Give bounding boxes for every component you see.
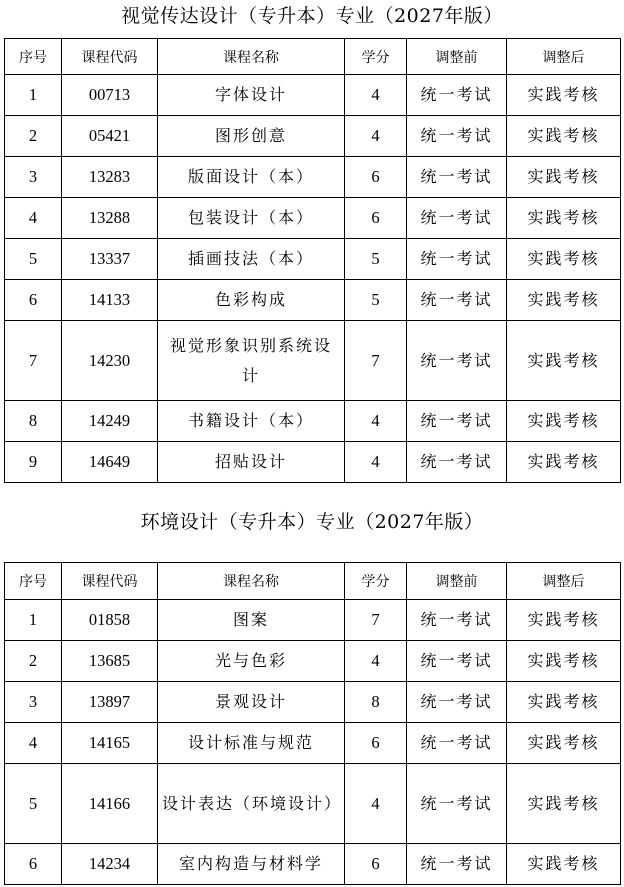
cell-after-adjustment: 实践考核 xyxy=(507,682,621,723)
header-after-adjustment: 调整后 xyxy=(507,563,621,600)
cell-after-adjustment: 实践考核 xyxy=(507,198,621,239)
header-course-code: 课程代码 xyxy=(62,563,158,600)
table2-title: 环境设计（专升本）专业（2027年版） xyxy=(140,511,484,533)
cell-course-code: 14230 xyxy=(62,321,158,401)
table-row xyxy=(5,321,621,401)
cell-credits: 7 xyxy=(345,321,407,401)
table-row xyxy=(5,682,621,723)
cell-seq: 8 xyxy=(5,401,62,442)
cell-course-code: 05421 xyxy=(62,116,158,157)
cell-seq: 7 xyxy=(5,321,62,401)
cell-after-adjustment: 实践考核 xyxy=(507,239,621,280)
cell-after-adjustment: 实践考核 xyxy=(507,280,621,321)
cell-course-code: 14249 xyxy=(62,401,158,442)
cell-course-code: 14166 xyxy=(62,764,158,844)
cell-after-adjustment: 实践考核 xyxy=(507,321,621,401)
cell-before-adjustment: 统一考试 xyxy=(407,157,507,198)
table-row xyxy=(5,280,621,321)
cell-course-code: 13897 xyxy=(62,682,158,723)
course-table-visual-communication xyxy=(4,38,621,483)
cell-credits: 4 xyxy=(345,401,407,442)
header-credits: 学分 xyxy=(345,563,407,600)
table-row xyxy=(5,641,621,682)
cell-course-name: 招贴设计 xyxy=(158,442,345,483)
cell-before-adjustment: 统一考试 xyxy=(407,239,507,280)
cell-credits: 5 xyxy=(345,239,407,280)
cell-before-adjustment: 统一考试 xyxy=(407,600,507,641)
cell-after-adjustment: 实践考核 xyxy=(507,723,621,764)
table-header xyxy=(5,39,621,75)
cell-after-adjustment: 实践考核 xyxy=(507,401,621,442)
cell-seq: 1 xyxy=(5,75,62,116)
cell-credits: 7 xyxy=(345,600,407,641)
table-row xyxy=(5,401,621,442)
table-row xyxy=(5,764,621,844)
cell-after-adjustment: 实践考核 xyxy=(507,764,621,844)
cell-credits: 6 xyxy=(345,157,407,198)
cell-credits: 4 xyxy=(345,641,407,682)
table-header xyxy=(5,563,621,600)
cell-course-code: 14133 xyxy=(62,280,158,321)
header-course-code: 课程代码 xyxy=(62,39,158,75)
table-body xyxy=(5,600,621,885)
cell-course-name: 光与色彩 xyxy=(158,641,345,682)
cell-after-adjustment: 实践考核 xyxy=(507,641,621,682)
table-row xyxy=(5,157,621,198)
header-seq: 序号 xyxy=(5,39,62,75)
header-course-name: 课程名称 xyxy=(158,563,345,600)
header-course-name: 课程名称 xyxy=(158,39,345,75)
table-row xyxy=(5,600,621,641)
cell-before-adjustment: 统一考试 xyxy=(407,844,507,885)
table-row xyxy=(5,442,621,483)
cell-seq: 1 xyxy=(5,600,62,641)
cell-before-adjustment: 统一考试 xyxy=(407,723,507,764)
cell-before-adjustment: 统一考试 xyxy=(407,764,507,844)
cell-course-name: 景观设计 xyxy=(158,682,345,723)
cell-credits: 4 xyxy=(345,75,407,116)
header-before-adjustment: 调整前 xyxy=(407,39,507,75)
cell-course-name: 设计标准与规范 xyxy=(158,723,345,764)
cell-before-adjustment: 统一考试 xyxy=(407,401,507,442)
cell-seq: 5 xyxy=(5,764,62,844)
table-row xyxy=(5,198,621,239)
cell-seq: 9 xyxy=(5,442,62,483)
cell-after-adjustment: 实践考核 xyxy=(507,844,621,885)
cell-credits: 4 xyxy=(345,116,407,157)
cell-seq: 6 xyxy=(5,844,62,885)
cell-seq: 2 xyxy=(5,641,62,682)
cell-course-code: 13283 xyxy=(62,157,158,198)
cell-before-adjustment: 统一考试 xyxy=(407,280,507,321)
cell-before-adjustment: 统一考试 xyxy=(407,442,507,483)
cell-course-name: 色彩构成 xyxy=(158,280,345,321)
cell-before-adjustment: 统一考试 xyxy=(407,682,507,723)
cell-course-name: 包装设计（本） xyxy=(158,198,345,239)
cell-course-name: 视觉形象识别系统设计 xyxy=(158,321,345,401)
table-row xyxy=(5,844,621,885)
cell-credits: 4 xyxy=(345,442,407,483)
cell-credits: 4 xyxy=(345,764,407,844)
table-body xyxy=(5,75,621,483)
table-row xyxy=(5,723,621,764)
table-row xyxy=(5,239,621,280)
cell-course-code: 13685 xyxy=(62,641,158,682)
header-row xyxy=(5,39,621,75)
table-row xyxy=(5,75,621,116)
cell-credits: 5 xyxy=(345,280,407,321)
header-seq: 序号 xyxy=(5,563,62,600)
cell-course-code: 13288 xyxy=(62,198,158,239)
cell-seq: 4 xyxy=(5,723,62,764)
cell-course-name: 书籍设计（本） xyxy=(158,401,345,442)
cell-course-code: 00713 xyxy=(62,75,158,116)
course-table-environment-design xyxy=(4,562,621,885)
cell-credits: 6 xyxy=(345,844,407,885)
cell-before-adjustment: 统一考试 xyxy=(407,321,507,401)
header-credits: 学分 xyxy=(345,39,407,75)
cell-before-adjustment: 统一考试 xyxy=(407,641,507,682)
cell-course-name: 版面设计（本） xyxy=(158,157,345,198)
table1-title: 视觉传达设计（专升本）专业（2027年版） xyxy=(121,5,503,27)
table-row xyxy=(5,116,621,157)
cell-seq: 4 xyxy=(5,198,62,239)
cell-course-name: 室内构造与材料学 xyxy=(158,844,345,885)
cell-course-name: 插画技法（本） xyxy=(158,239,345,280)
cell-course-code: 14649 xyxy=(62,442,158,483)
cell-course-code: 13337 xyxy=(62,239,158,280)
cell-credits: 8 xyxy=(345,682,407,723)
cell-credits: 6 xyxy=(345,198,407,239)
cell-seq: 3 xyxy=(5,682,62,723)
cell-course-name: 图案 xyxy=(158,600,345,641)
cell-after-adjustment: 实践考核 xyxy=(507,600,621,641)
cell-before-adjustment: 统一考试 xyxy=(407,116,507,157)
cell-before-adjustment: 统一考试 xyxy=(407,75,507,116)
cell-seq: 3 xyxy=(5,157,62,198)
cell-course-name: 设计表达（环境设计） xyxy=(158,764,345,844)
header-row xyxy=(5,563,621,600)
cell-course-name: 图形创意 xyxy=(158,116,345,157)
cell-after-adjustment: 实践考核 xyxy=(507,75,621,116)
cell-course-code: 01858 xyxy=(62,600,158,641)
cell-seq: 5 xyxy=(5,239,62,280)
cell-course-code: 14165 xyxy=(62,723,158,764)
cell-before-adjustment: 统一考试 xyxy=(407,198,507,239)
cell-seq: 6 xyxy=(5,280,62,321)
header-before-adjustment: 调整前 xyxy=(407,563,507,600)
cell-after-adjustment: 实践考核 xyxy=(507,157,621,198)
cell-after-adjustment: 实践考核 xyxy=(507,116,621,157)
header-after-adjustment: 调整后 xyxy=(507,39,621,75)
cell-seq: 2 xyxy=(5,116,62,157)
cell-credits: 6 xyxy=(345,723,407,764)
cell-course-code: 14234 xyxy=(62,844,158,885)
cell-after-adjustment: 实践考核 xyxy=(507,442,621,483)
cell-course-name: 字体设计 xyxy=(158,75,345,116)
